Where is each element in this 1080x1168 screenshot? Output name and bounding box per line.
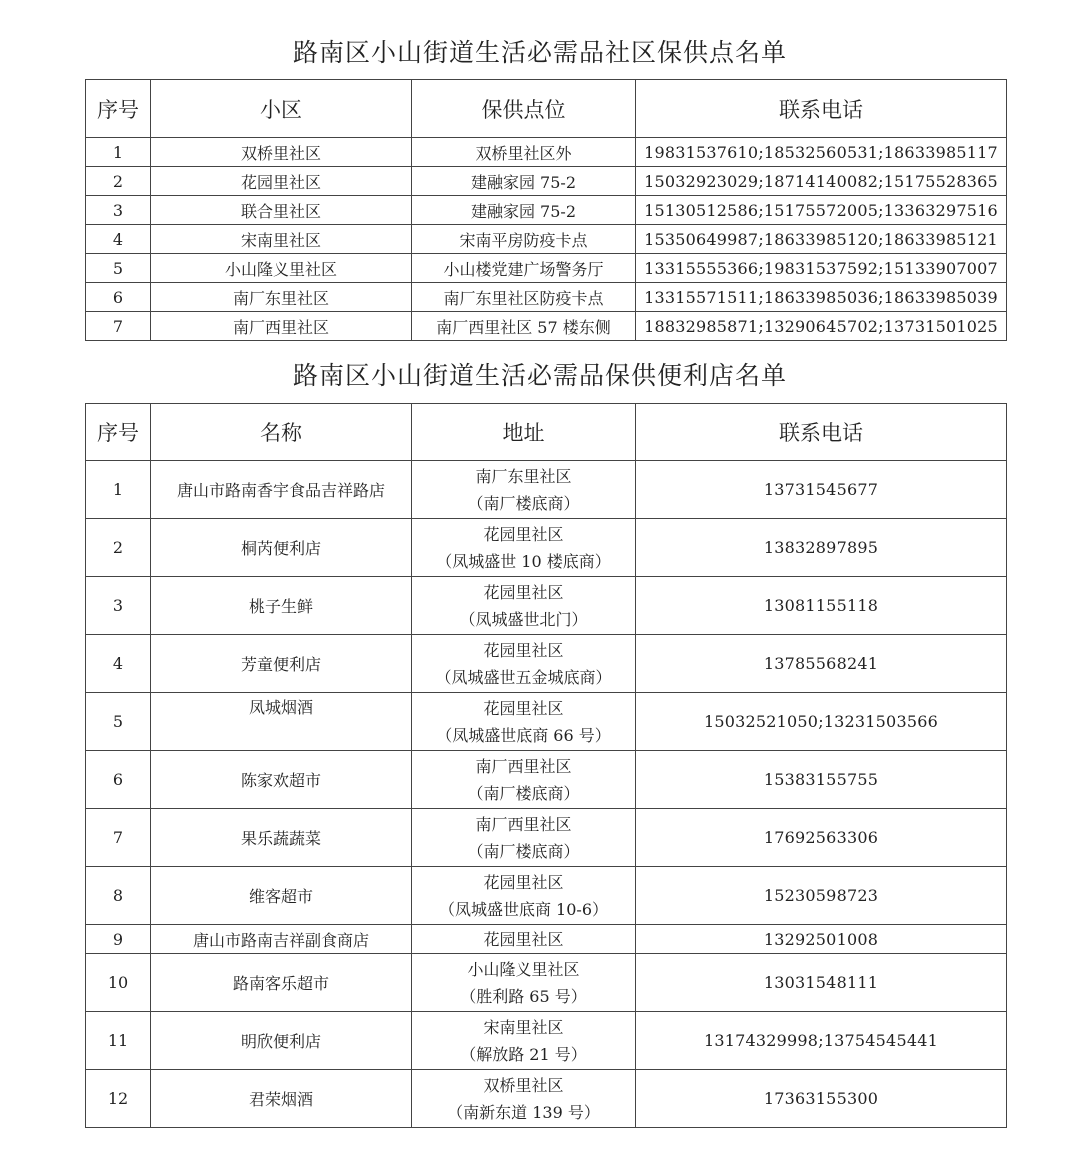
table-row bbox=[86, 635, 1007, 693]
contact-phone: 15230598723 bbox=[636, 867, 1007, 925]
table-row bbox=[86, 954, 1007, 1012]
address-detail: （凤城盛世底商 10-6） bbox=[438, 899, 609, 919]
row-number: 3 bbox=[86, 577, 151, 635]
address-line: 花园里社区 bbox=[483, 524, 564, 544]
address-detail: （凤城盛世北门） bbox=[459, 609, 588, 629]
community-name: 双桥里社区 bbox=[151, 138, 412, 167]
table-row bbox=[86, 167, 1007, 196]
contact-phone: 13174329998;13754545441 bbox=[636, 1012, 1007, 1070]
row-number: 8 bbox=[86, 867, 151, 925]
row-number: 5 bbox=[86, 693, 151, 751]
contact-phone: 13832897895 bbox=[636, 519, 1007, 577]
store-address bbox=[412, 519, 636, 577]
table-row bbox=[86, 225, 1007, 254]
address-detail: （凤城盛世五金城底商） bbox=[435, 667, 612, 687]
table-row bbox=[86, 867, 1007, 925]
community-name: 宋南里社区 bbox=[151, 225, 412, 254]
address-line: 花园里社区 bbox=[483, 872, 564, 892]
header-community: 小区 bbox=[151, 80, 412, 138]
community-supply-points-table bbox=[85, 79, 1007, 341]
row-number: 1 bbox=[86, 461, 151, 519]
store-name: 芳童便利店 bbox=[151, 635, 412, 693]
table-row bbox=[86, 925, 1007, 954]
store-address bbox=[412, 635, 636, 693]
store-address bbox=[412, 693, 636, 751]
contact-phone: 13292501008 bbox=[636, 925, 1007, 954]
contact-phone: 15032923029;18714140082;15175528365 bbox=[636, 167, 1007, 196]
contact-phone: 15130512586;15175572005;13363297516 bbox=[636, 196, 1007, 225]
convenience-stores-title: 路南区小山街道生活必需品保供便利店名单 bbox=[292, 361, 787, 390]
store-address bbox=[412, 461, 636, 519]
table-header-row bbox=[86, 80, 1007, 138]
address-line: 花园里社区 bbox=[483, 698, 564, 718]
header-address: 地址 bbox=[412, 404, 636, 461]
row-number: 7 bbox=[86, 809, 151, 867]
address-line: 花园里社区 bbox=[483, 640, 564, 660]
store-address bbox=[412, 751, 636, 809]
store-name: 唐山市路南香宇食品吉祥路店 bbox=[151, 461, 412, 519]
table-row bbox=[86, 283, 1007, 312]
supply-location: 南厂西里社区 57 楼东侧 bbox=[412, 312, 636, 341]
row-number: 4 bbox=[86, 225, 151, 254]
store-name: 陈家欢超市 bbox=[151, 751, 412, 809]
address-detail: （胜利路 65 号） bbox=[460, 986, 587, 1006]
community-name: 小山隆义里社区 bbox=[151, 254, 412, 283]
table-row bbox=[86, 461, 1007, 519]
address-detail: （南厂楼底商） bbox=[467, 841, 580, 861]
address-detail: （南厂楼底商） bbox=[467, 783, 580, 803]
address-line: 花园里社区 bbox=[483, 929, 564, 949]
store-address bbox=[412, 577, 636, 635]
store-address bbox=[412, 925, 636, 954]
address-line: 南厂东里社区 bbox=[475, 466, 572, 486]
contact-phone: 13785568241 bbox=[636, 635, 1007, 693]
contact-phone: 13031548111 bbox=[636, 954, 1007, 1012]
table-row bbox=[86, 1070, 1007, 1128]
convenience-stores-table bbox=[85, 403, 1007, 1128]
row-number: 10 bbox=[86, 954, 151, 1012]
store-name: 明欣便利店 bbox=[151, 1012, 412, 1070]
header-serial-number: 序号 bbox=[86, 404, 151, 461]
supply-location: 宋南平房防疫卡点 bbox=[412, 225, 636, 254]
supply-location: 南厂东里社区防疫卡点 bbox=[412, 283, 636, 312]
contact-phone: 13315571511;18633985036;18633985039 bbox=[636, 283, 1007, 312]
contact-phone: 13315555366;19831537592;15133907007 bbox=[636, 254, 1007, 283]
community-name: 南厂东里社区 bbox=[151, 283, 412, 312]
header-serial-number: 序号 bbox=[86, 80, 151, 138]
store-name: 果乐蔬蔬菜 bbox=[151, 809, 412, 867]
address-detail: （凤城盛世底商 66 号） bbox=[436, 725, 611, 745]
store-address bbox=[412, 809, 636, 867]
table-row bbox=[86, 577, 1007, 635]
table-header-row bbox=[86, 404, 1007, 461]
address-detail: （南新东道 139 号） bbox=[447, 1102, 600, 1122]
supply-location: 小山楼党建广场警务厅 bbox=[412, 254, 636, 283]
address-detail: （南厂楼底商） bbox=[467, 493, 580, 513]
table-row bbox=[86, 196, 1007, 225]
row-number: 6 bbox=[86, 751, 151, 809]
store-name: 路南客乐超市 bbox=[151, 954, 412, 1012]
contact-phone: 19831537610;18532560531;18633985117 bbox=[636, 138, 1007, 167]
supply-location: 建融家园 75-2 bbox=[412, 196, 636, 225]
row-number: 4 bbox=[86, 635, 151, 693]
contact-phone: 15383155755 bbox=[636, 751, 1007, 809]
table-row bbox=[86, 751, 1007, 809]
table-row bbox=[86, 519, 1007, 577]
store-name: 凤城烟酒 bbox=[151, 693, 412, 751]
contact-phone: 15350649987;18633985120;18633985121 bbox=[636, 225, 1007, 254]
row-number: 5 bbox=[86, 254, 151, 283]
row-number: 2 bbox=[86, 167, 151, 196]
store-address bbox=[412, 867, 636, 925]
address-line: 双桥里社区 bbox=[483, 1075, 564, 1095]
contact-phone: 17363155300 bbox=[636, 1070, 1007, 1128]
table-row bbox=[86, 1012, 1007, 1070]
contact-phone: 18832985871;13290645702;13731501025 bbox=[636, 312, 1007, 341]
community-name: 南厂西里社区 bbox=[151, 312, 412, 341]
table-row bbox=[86, 809, 1007, 867]
contact-phone: 13731545677 bbox=[636, 461, 1007, 519]
row-number: 6 bbox=[86, 283, 151, 312]
row-number: 9 bbox=[86, 925, 151, 954]
store-name: 桐芮便利店 bbox=[151, 519, 412, 577]
row-number: 7 bbox=[86, 312, 151, 341]
row-number: 3 bbox=[86, 196, 151, 225]
store-name: 唐山市路南吉祥副食商店 bbox=[151, 925, 412, 954]
contact-phone: 13081155118 bbox=[636, 577, 1007, 635]
address-line: 南厂西里社区 bbox=[475, 814, 572, 834]
table-row bbox=[86, 254, 1007, 283]
community-supply-points-title: 路南区小山街道生活必需品社区保供点名单 bbox=[292, 38, 787, 67]
address-line: 花园里社区 bbox=[483, 582, 564, 602]
store-name: 君荣烟酒 bbox=[151, 1070, 412, 1128]
store-address bbox=[412, 1070, 636, 1128]
supply-location: 建融家园 75-2 bbox=[412, 167, 636, 196]
address-detail: （凤城盛世 10 楼底商） bbox=[436, 551, 611, 571]
contact-phone: 17692563306 bbox=[636, 809, 1007, 867]
row-number: 12 bbox=[86, 1070, 151, 1128]
community-name: 联合里社区 bbox=[151, 196, 412, 225]
store-address bbox=[412, 1012, 636, 1070]
header-supply-location: 保供点位 bbox=[412, 80, 636, 138]
table-row bbox=[86, 693, 1007, 751]
header-contact-phone: 联系电话 bbox=[636, 80, 1007, 138]
table-row bbox=[86, 138, 1007, 167]
address-detail: （解放路 21 号） bbox=[460, 1044, 587, 1064]
store-name: 维客超市 bbox=[151, 867, 412, 925]
address-line: 南厂西里社区 bbox=[475, 756, 572, 776]
header-store-name: 名称 bbox=[151, 404, 412, 461]
store-name: 桃子生鲜 bbox=[151, 577, 412, 635]
address-line: 宋南里社区 bbox=[483, 1017, 564, 1037]
row-number: 2 bbox=[86, 519, 151, 577]
store-address bbox=[412, 954, 636, 1012]
row-number: 11 bbox=[86, 1012, 151, 1070]
contact-phone: 15032521050;13231503566 bbox=[636, 693, 1007, 751]
community-name: 花园里社区 bbox=[151, 167, 412, 196]
address-line: 小山隆义里社区 bbox=[467, 959, 580, 979]
table-row bbox=[86, 312, 1007, 341]
header-contact-phone: 联系电话 bbox=[636, 404, 1007, 461]
row-number: 1 bbox=[86, 138, 151, 167]
supply-location: 双桥里社区外 bbox=[412, 138, 636, 167]
